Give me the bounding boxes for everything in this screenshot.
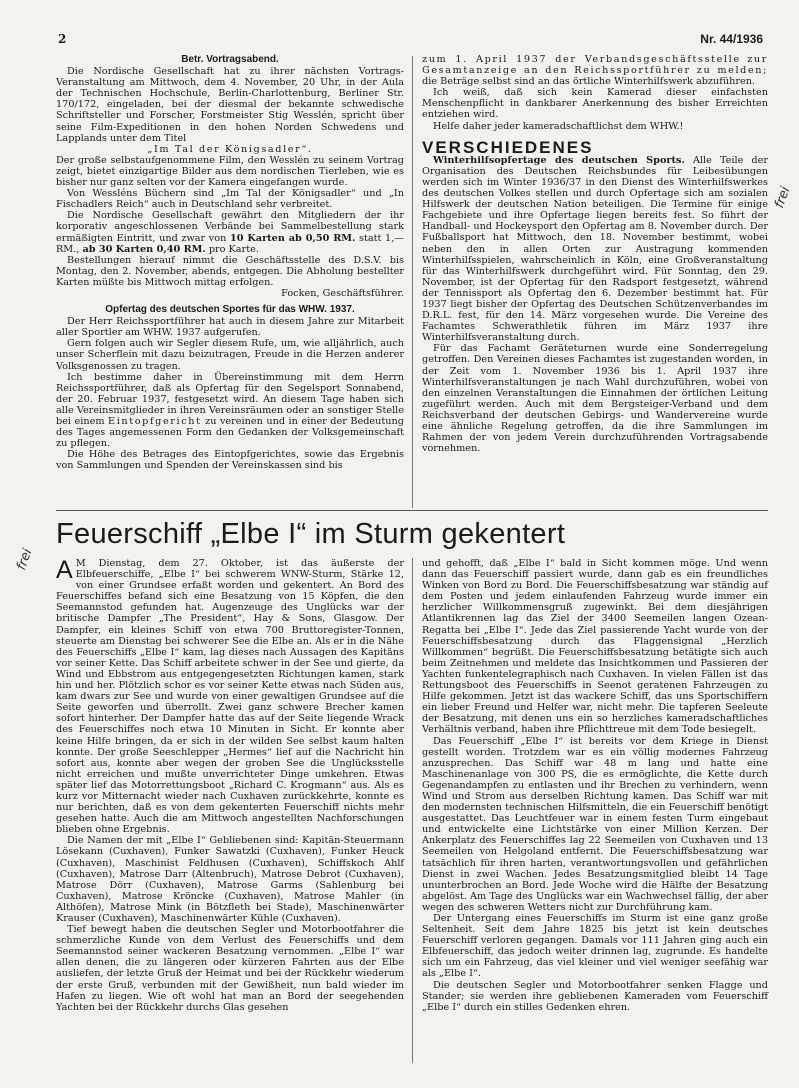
page-number: 2 — [58, 32, 67, 46]
article-paragraph: Der Untergang eines Feuerschiffs im Sturm ist eine ganz große Seltenheit. Seit dem Jahre 1825 bis jetzt ist kein deutsches Feuerschiff verloren gegangen. Damals vor 111 Jahren ging auch ein Elbfeuerschiff, das jedoch weiter drinnen lag, zugrunde. Es handelte sich um ein Fahrzeug, das viel kleiner und viel weniger seefähig war als „Elbe I“. — [422, 913, 768, 980]
top-right-column — [422, 54, 768, 454]
article-paragraph: Tief bewegt haben die deutschen Segler und Motorbootfahrer die schmerzliche Kunde von dem Verlust des Feuerschiffs und dem Seemannstod seiner wackeren Besatzung vernommen. „Elbe I“ war allen denen, die zu längeren oder kürzeren Fahrten aus der Elbe ausliefen, der letzte Gruß der Heimat und bei der Rückkehr wiederum der erste Gruß, verbunden mit der Gewißheit, nun bald wieder im Hafen zu liegen. Wie oft wohl hat man an Bord der seegehenden Yachten bei der Rückkehr durchs Glas gesehen — [56, 924, 404, 1013]
vortrag-signature: Focken, Geschäftsführer. — [281, 287, 404, 299]
opfertag-paragraph: Helfe daher jeder kameradschaftlichst dem WHW.! — [433, 120, 684, 132]
article-paragraph: Die deutschen Segler und Motorbootfahrer senken Flagge und Stander; sie werden ihre gebliebenen Kameraden vom Feuerschiff „Elbe I“ durch ein stilles Gedenken ehren. — [422, 979, 768, 1013]
article-right-column — [422, 558, 768, 1013]
article-paragraph: Die Namen der mit „Elbe I“ Gebliebenen sind: Kapitän-Steuermann Lösekann (Cuxhaven), Funker Sawatzki (Cuxhaven), Funker Heuck (Cuxhaven), Maschinist Feldhusen (Cuxhaven), Schiffskoch Ahlf (Cuxhaven), Matrose Darr (Altenbruch), Matrose Debrot (Cuxhaven), Matrose Dörr (Cuxhaven), Matrose Garms (Sahlenburg bei Cuxhaven), Matrose Kröncke (Cuxhaven), Matrose Mahler (in Althöfen), Matrose Mink (in Bötzfleth bei Stade), Maschinenwärter Krauser (Cuxhaven), Maschinenwärter Kühle (Cuxhaven). — [56, 835, 404, 924]
vortrag-film-title: „Im Tal der Königsadler“. — [147, 143, 313, 155]
opfertag-heading: Opfertag des deutschen Sportes für das WHW. 1937. — [105, 304, 355, 316]
article-paragraph: A M Dienstag, dem 27. Oktober, ist das äußerste der Elbfeuerschiffe, „Elbe I“ bei schwerem WNW-Sturm, Stärke 12, von einer Grundsee erfaßt worden und gekentert. An Bord des Feuerschiffes befand sich eine Besatzung von 15 Köpfen, die den Seemannstod gefunden hat. Augenzeuge des Unglücks war der britische Dampfer „The President“, Hay & Sons, Glasgow. Der Dampfer, ein kleines Schiff von etwa 700 Bruttoregister-Tonnen, steuerte am Dienstag bei schwerer See die Elbe an. Als er in die Nähe des Feuerschiffs „Elbe I“ kam, lag dieses nach Aussagen des Kapitäns vor seiner Kette. Das Schiff arbeitete schwer in der See und gierte, da Wind und Ebbstrom aus entgegengesetzten Richtungen kamen, stark hin und her. Plötzlich schor es vor seiner Kette etwas nach Süden aus, kam dwars zur See und wurde von einer gewaltigen Grundsee auf die Seite geworfen und überrollt. Zwei ganz schwere Brecher kamen sofort hinterher. Der Dampfer hatte das auf der Seite liegende Wrack des Feuerschiffes noch etwa 10 Minuten in Sicht. Er konnte aber keine Hilfe bringen, da er sich in der wilden See selbst kaum halten konnte. Der große Seeschlepper „Hermes“ lief auf die Nachricht hin sofort aus, konnte aber wegen der groben See die Unglücksstelle nicht erreichen und mußte unverrichteter Dinge umkehren. Etwas später lief das Motorrettungsboot „Richard C. Krogmann“ aus. Als es kurz vor Mitternacht wieder nach Cuxhaven zurückkehrte, konnte es nur berichten, daß es von dem gekenterten Feuerschiff nichts mehr gesehen hatte. Auch die am Mittwoch angestellten Nachforschungen blieben ohne Ergebnis. — [56, 556, 404, 836]
article-left-column — [56, 558, 404, 1013]
article-paragraph: Das Feuerschiff „Elbe I“ ist bereits vor dem Kriege in Dienst gestellt worden. Trotzdem war es ein völlig modernes Fahrzeug anzusprechen. Das Schiff war 48 m lang und hatte eine Maschinenanlage von 300 PS, die es ermöglichte, die Kette durch Gegenandampfen zu entlasten und ihr Brechen zu verhindern, wenn Wind und Strom aus derselben Richtung kamen. Das Schiff war mit den modernsten technischen Hilfsmitteln, die ein Feuerschiff benötigt ausgestattet. Das Leuchtfeuer war in einem festen Turm eingebaut und entwickelte eine Lichtstärke von einer Million Kerzen. Der Ankerplatz des Feuerschiffes lag 22 Seemeilen von Cuxhaven und 13 Seemeilen von Helgoland entfernt. Die Feuerschiffsbesatzung war tatsächlich für ihren harten, verantwortungsvollen und gefährlichen Dienst in zwei Wachen. Jedes Besatzungsmitglied bleibt 14 Tage ununterbrochen an Bord. Jede Woche wird die Hälfte der Besatzung abgelöst. Am Tage des Unglücks war ein Wachwechsel fällig, der aber wegen des schweren Wetters nicht zur Durchführung kam. — [422, 735, 768, 913]
issue-number: Nr. 44/1936 — [700, 32, 763, 46]
top-left-column — [56, 54, 404, 471]
vortrag-paragraph: Die Nordische Gesellschaft hat zu ihrer nächsten Vortrags-Veranstaltung am Mittwoch, dem 4. November, 20 Uhr, in der Aula der Technischen Hochschule, Berlin-Charlottenburg, Berliner Str. 170/172, eingeladen, bei der diesmal der bekannte schwedische Schriftsteller und Forscher, Forstmeister Stig Wesslén, spricht über seine Film-Expeditionen in den hohen Norden Schwedens und Lapplands unter dem Titel — [56, 66, 404, 144]
article-paragraph: und gehofft, daß „Elbe I“ bald in Sicht kommen möge. Und wenn dann das Feuerschiff passiert wurde, dann gab es ein freundliches Winken von Bord zu Bord. Die Feuerschiffsbesatzung war ständig auf dem Posten und jedem einlaufenden Fahrzeug wurde immer ein herzlicher Willkommensgruß zugewinkt. Bei dem diesjährigen Atlantikrennen lag das Ziel der 3400 Seemeilen langen Ozean-Regatta bei „Elbe I“. Jede das Ziel passierende Yacht wurde von der Feuerschiffsbesatzung durch das Flaggensignal „Herzlich Willkommen“ begrüßt. Die Feuerschiffsbesatzung betätigte sich auch beim Zeitnehmen und meldete das Insichtkommen und Passieren der Yachten funkentelegraphisch nach Cuxhaven. In vielen Fällen ist das Rettungsboot des Feuerschiffs in Seenot geratenen Fahrzeugen zu Hilfe gekommen. Jetzt ist das wackere Schiff, das uns Sportschiffern ein lieber Freund und Helfer war, nicht mehr. Die tapferen Seeleute der Besatzung, mit denen uns ein so herzliches kameradschaftliches Verhältnis verband, haben ihre Pflichttreue mit dem Tode besiegelt. — [422, 558, 768, 736]
section-title: VERSCHIEDENES — [422, 137, 594, 157]
handwritten-mark: frei — [772, 184, 794, 211]
opfertag-paragraph: Die Höhe des Betrages des Eintopfgerichtes, sowie das Ergebnis von Sammlungen und Spenden der Vereinskassen sind bis — [56, 449, 404, 472]
headline-rule — [56, 510, 768, 511]
vortrag-paragraph: Von Wessléns Büchern sind „Im Tal der Königsadler“ und „In Fischadlers Reich“ auch in Deutschland sehr verbreitet. — [56, 188, 404, 211]
vortrag-prices: Die Nordische Gesellschaft gewährt den Mitgliedern der ihr korporativ angeschlossenen Verbände bei Sammelbestellung stark ermäßigten Eintritt, und zwar von 10 Karten ab 0,50 RM. statt 1,— RM., ab 30 Karten 0,40 RM. pro Karte. — [56, 210, 404, 255]
opfertag-paragraph: Der Herr Reichssportführer hat auch in diesem Jahre zur Mitarbeit aller Sportler am WHW. 1937 aufgerufen. — [56, 316, 404, 339]
opfertag-paragraph: Ich weiß, daß sich kein Kamerad dieser einfachsten Menschenpflicht in dankbarer Anerkennung des bisher Erreichten entziehen wird. — [422, 87, 768, 121]
article-headline: Feuerschiff „Elbe I“ im Sturm gekentert — [56, 518, 566, 550]
column-divider-top — [412, 56, 413, 508]
opfertag-paragraph: Ich bestimme daher in Übereinstimmung mit dem Herrn Reichssportführer, daß als Opfertag für den Segelsport Sonnabend, der 20. Februar 1937, festgesetzt wird. An diesem Tage haben sich alle Vereinsmitglieder in ihren Vereinsräumen oder an sonstiger Stelle bei einem Eintopfgericht zu vereinen und in einer der Bedeutung des Tages angemessenen Form den Gedanken der Volksgemeinschaft zu pflegen. — [56, 371, 404, 450]
vortrag-paragraph: Der große selbstaufgenommene Film, den Wesslén zu seinem Vortrag zeigt, bietet einzigartige Bilder aus dem nordischen Tierleben, wie es bisher nur ganz selten vor der Kamera eingefangen wurde. — [56, 154, 404, 189]
winterhilfe-paragraph: Für das Fachamt Geräteturnen wurde eine Sonderregelung getroffen. Den Vereinen dieses Fachamtes ist zugestanden worden, in der Zeit vom 1. November 1936 bis 1. April 1937 ihre Winterhilfsveranstaltungen je nach Wahl durchzuführen, wobei von den einzelnen Veranstaltungen die Einnahmen der örtlichen Leitung zugeführt werden. Auch mit dem Bergsteiger-Verband und dem Reichsverband der deutschen Gebirgs- und Wandervereine wurde eine ähnliche Regelung getroffen, da die ihre Sammlungen im Rahmen der von jedem Verein durchzuführenden Vortragsabende vornehmen. — [422, 343, 768, 455]
opfertag-paragraph: Gern folgen auch wir Segler diesem Rufe, um, wie alljährlich, auch unser Scherflein mit dazu beizutragen, Freude in die Herzen anderer Volksgenossen zu tragen. — [56, 338, 404, 372]
handwritten-mark: frei — [14, 546, 36, 573]
vortrag-heading: Betr. Vortragsabend. — [181, 54, 279, 65]
vortrag-paragraph: Bestellungen hierauf nimmt die Geschäftsstelle des D.S.V. bis Montag, den 2. November, abends, entgegen. Die Abholung bestellter Karten müßte bis Mittwoch mittag erfolgen. — [56, 254, 404, 288]
opfertag-continued: zum 1. April 1937 der Verbandsgeschäftsstelle zur Gesamtanzeige an den Reichssportführer zu melden; die Beträge selbst sind an das örtliche Winterhilfswerk abzuführen. — [422, 54, 768, 88]
column-divider-article — [412, 558, 413, 1063]
drop-cap: A — [56, 556, 73, 584]
winterhilfe-paragraph: Winterhilfsopfertage des deutschen Sports. Alle Teile der Organisation des Deutschen Reichsbundes für Leibesübungen werden sich im Winter 1936/37 in den Dienst des Winterhilfswerkes des deutschen Volkes stellen und durch Opfertage sich am sozialen Hilfswerk der deutschen Nation beteiligen. Die Termine für einige Fachgebiete und ihre Opfertage liegen bereits fest. So führt der Handball- und Hockeysport den Opfertag am 8. November durch. Der Fußballsport hat Mittwoch, den 18. November bestimmt, wobei neben den in allen Orten zur Austragung kommenden Winterhilfsspielen, wahrscheinlich in Köln, eine Großveranstaltung für das Winterhilfswerk durchgeführt wird. Für Sonntag, den 29. November, ist der Opfertag für den Radsport festgesetzt, während der Tennissport als Opfertag den 6. Dezember bestimmt hat. Für 1937 liegt bisher der Opfertag des Deutschen Schützenverbandes im D.R.L. fest, für den 14. März vorgesehen wurde. Die Vereine des Fachamtes Schwerathletik führen im März 1937 ihre Winterhilfsveranstaltung durch. — [422, 154, 768, 344]
